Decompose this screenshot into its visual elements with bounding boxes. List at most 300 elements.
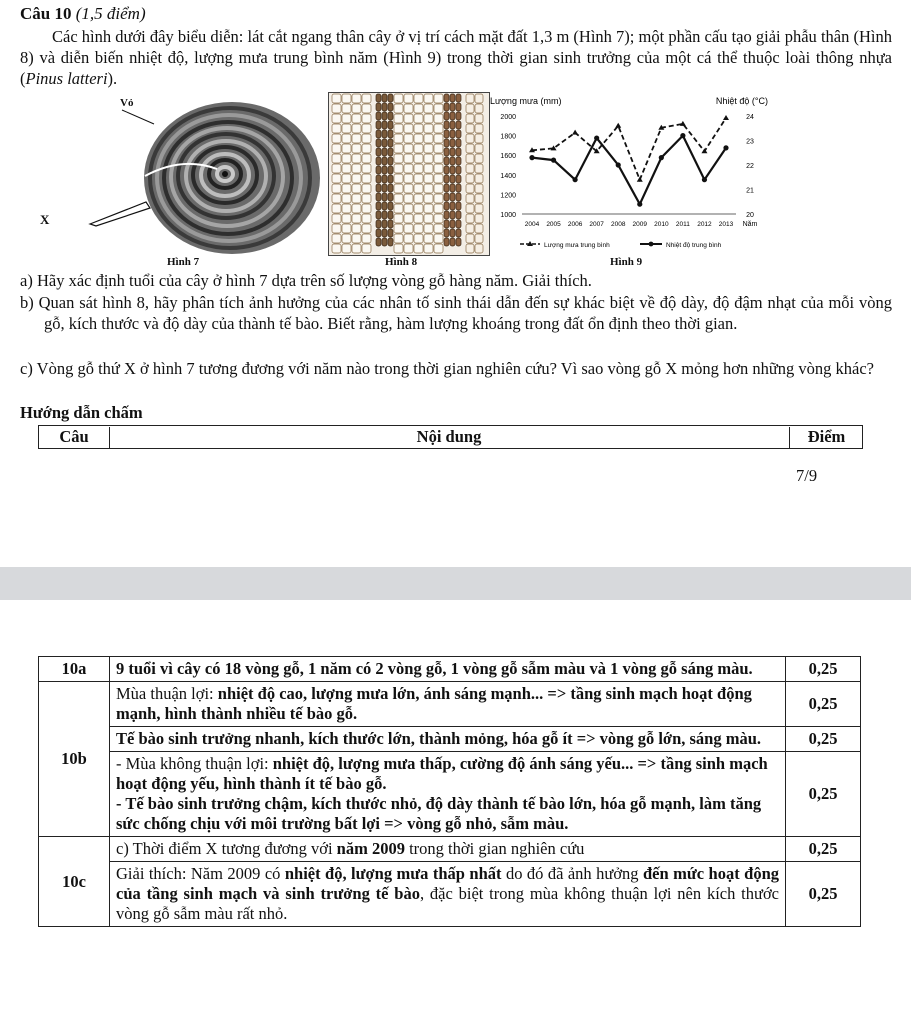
data-point-rainfall xyxy=(572,130,578,135)
answer-10a-text: 9 tuổi vì cây có 18 vòng gỗ, 1 năm có 2 vòng gỗ, 1 vòng gỗ sẫm màu và 1 vòng gỗ sáng màu. xyxy=(110,657,786,682)
wood-cell xyxy=(388,112,393,120)
wood-cell xyxy=(394,94,403,103)
y-tick-left: 1000 xyxy=(500,212,516,219)
wood-cell xyxy=(404,154,413,163)
wood-cell xyxy=(342,124,351,133)
wood-cell xyxy=(388,211,393,219)
wood-cell xyxy=(382,130,387,138)
wood-cell xyxy=(382,148,387,156)
sub-question-c-label: c) xyxy=(20,359,33,378)
wood-cell xyxy=(382,157,387,165)
wood-cell xyxy=(424,114,433,123)
wood-cell xyxy=(352,164,361,173)
wood-cell xyxy=(376,229,381,237)
wood-cell xyxy=(332,194,341,203)
wood-cell xyxy=(352,224,361,233)
wood-cell xyxy=(404,214,413,223)
wood-cell xyxy=(332,94,341,103)
wood-cell xyxy=(376,103,381,111)
x-tick-label: 2011 xyxy=(675,221,690,228)
figure-7-tree-cross-section xyxy=(52,96,322,256)
wood-cell xyxy=(342,154,351,163)
wood-cell xyxy=(466,154,474,163)
wood-cell xyxy=(332,224,341,233)
wood-cell xyxy=(444,229,449,237)
wood-cell xyxy=(404,144,413,153)
data-point-temperature xyxy=(551,158,556,163)
wood-cell xyxy=(434,214,443,223)
row-label-10b: 10b xyxy=(39,682,110,837)
wood-cell xyxy=(388,229,393,237)
wood-cell xyxy=(424,104,433,113)
y-tick-right: 20 xyxy=(746,212,754,219)
wood-cell xyxy=(388,130,393,138)
wood-cell xyxy=(414,134,423,143)
wood-cell xyxy=(342,184,351,193)
wood-cell xyxy=(352,114,361,123)
sub-question-a xyxy=(20,270,892,291)
wood-cell xyxy=(388,148,393,156)
wood-cell xyxy=(332,174,341,183)
wood-cell xyxy=(352,214,361,223)
wood-cell xyxy=(414,114,423,123)
y-axis-left-label: Lượng mưa (mm) xyxy=(490,96,562,106)
x-pointer-arrow xyxy=(86,196,166,228)
figure-8-wood-cells xyxy=(328,92,490,256)
wood-cell xyxy=(362,164,371,173)
answer-10c-2-score: 0,25 xyxy=(786,862,861,927)
wood-cell xyxy=(475,184,483,193)
sub-question-b-label: b) xyxy=(20,293,34,312)
wood-cell xyxy=(362,104,371,113)
wood-cell xyxy=(362,214,371,223)
wood-cell xyxy=(332,164,341,173)
wood-cell xyxy=(352,204,361,213)
wood-cell xyxy=(475,224,483,233)
figure-9-caption: Hình 9 xyxy=(610,256,643,268)
wood-cell xyxy=(394,224,403,233)
bark-label: Vỏ xyxy=(120,97,134,109)
wood-cell xyxy=(444,211,449,219)
wood-cell xyxy=(332,154,341,163)
wood-cell xyxy=(388,184,393,192)
y-tick-right: 21 xyxy=(746,187,754,195)
row-label-10c: 10c xyxy=(39,837,110,927)
wood-cell xyxy=(456,112,461,120)
wood-cell xyxy=(414,94,423,103)
wood-cell xyxy=(414,164,423,173)
wood-cell xyxy=(376,184,381,192)
legend-marker-temperature xyxy=(649,242,654,247)
header-noi-dung: Nội dung xyxy=(416,427,482,446)
wood-cell xyxy=(456,148,461,156)
wood-cell xyxy=(362,154,371,163)
table-row xyxy=(39,682,861,727)
wood-cell xyxy=(450,121,455,129)
wood-cell xyxy=(394,154,403,163)
answer-10b-1-score: 0,25 xyxy=(786,682,861,727)
wood-cell xyxy=(382,211,387,219)
x-tick-label: 2009 xyxy=(632,221,648,228)
wood-cell xyxy=(414,144,423,153)
wood-cell xyxy=(450,139,455,147)
wood-cell xyxy=(342,194,351,203)
wood-cell xyxy=(342,114,351,123)
wood-cell xyxy=(394,124,403,133)
sub-question-a-label: a) xyxy=(20,271,33,290)
wood-cell xyxy=(466,144,474,153)
wood-cell xyxy=(456,238,461,246)
wood-cell xyxy=(450,193,455,201)
wood-cell xyxy=(475,164,483,173)
wood-cell xyxy=(466,244,474,253)
wood-cell xyxy=(332,234,341,243)
wood-cell xyxy=(450,184,455,192)
table-row xyxy=(39,862,861,927)
answer-10b-1-text: Mùa thuận lợi: nhiệt độ cao, lượng mưa lớn, ánh sáng mạnh... => tầng sinh mạch hoạt động mạnh, hình thành nhiều tế bào gỗ. xyxy=(110,682,786,727)
wood-cell xyxy=(404,244,413,253)
table-row xyxy=(39,657,861,682)
x-axis-label: Năm xyxy=(742,221,758,228)
wood-cell xyxy=(434,134,443,143)
wood-cell xyxy=(466,104,474,113)
wood-cell xyxy=(475,114,483,123)
wood-cell xyxy=(456,184,461,192)
wood-cell xyxy=(414,234,423,243)
wood-cell xyxy=(456,175,461,183)
question-title xyxy=(20,4,146,24)
question-number: Câu 10 xyxy=(20,4,72,23)
wood-cell xyxy=(394,234,403,243)
wood-cell xyxy=(382,121,387,129)
wood-cell xyxy=(434,244,443,253)
question-points: (1,5 điểm) xyxy=(75,4,146,23)
data-point-temperature xyxy=(723,145,728,150)
wood-cell xyxy=(414,154,423,163)
wood-cell xyxy=(388,193,393,201)
wood-cell xyxy=(414,184,423,193)
wood-cell xyxy=(404,194,413,203)
data-point-rainfall xyxy=(637,177,643,182)
wood-cell xyxy=(394,144,403,153)
data-point-temperature xyxy=(616,162,621,167)
wood-cell xyxy=(466,224,474,233)
wood-cell xyxy=(475,154,483,163)
wood-cell xyxy=(362,224,371,233)
wood-cell xyxy=(424,244,433,253)
wood-cell xyxy=(382,202,387,210)
wood-cell xyxy=(404,94,413,103)
wood-cell xyxy=(362,114,371,123)
wood-cell xyxy=(414,224,423,233)
wood-cell xyxy=(456,211,461,219)
wood-cell xyxy=(394,104,403,113)
figure-9-chart xyxy=(490,92,770,256)
answer-10a-score: 0,25 xyxy=(786,657,861,682)
wood-cell xyxy=(388,139,393,147)
wood-cell xyxy=(450,220,455,228)
y-tick-left: 2000 xyxy=(500,114,516,121)
data-point-temperature xyxy=(702,177,707,182)
wood-cell xyxy=(394,114,403,123)
wood-cell xyxy=(332,204,341,213)
wood-cell xyxy=(444,193,449,201)
wood-cell xyxy=(404,224,413,233)
wood-cell xyxy=(475,174,483,183)
wood-cell xyxy=(434,124,443,133)
wood-cell xyxy=(450,130,455,138)
wood-cell xyxy=(404,134,413,143)
wood-cell xyxy=(424,234,433,243)
wood-cell xyxy=(466,194,474,203)
wood-cell xyxy=(388,121,393,129)
wood-cell xyxy=(352,194,361,203)
wood-cell xyxy=(450,112,455,120)
wood-cell xyxy=(444,112,449,120)
legend-label-rainfall: Lượng mưa trung bình xyxy=(544,242,610,249)
wood-cell xyxy=(450,157,455,165)
wood-cell xyxy=(388,175,393,183)
wood-cell xyxy=(475,94,483,103)
wood-cell xyxy=(342,174,351,183)
wood-cell xyxy=(475,234,483,243)
wood-cell xyxy=(456,220,461,228)
wood-cell xyxy=(424,134,433,143)
wood-cell xyxy=(434,204,443,213)
wood-cell xyxy=(382,166,387,174)
wood-cell xyxy=(362,144,371,153)
y-tick-left: 1400 xyxy=(500,172,516,180)
wood-cell xyxy=(434,184,443,193)
data-point-temperature xyxy=(573,177,578,182)
wood-cell xyxy=(342,104,351,113)
wood-cell xyxy=(404,174,413,183)
wood-cell xyxy=(342,134,351,143)
wood-cell xyxy=(444,157,449,165)
wood-cell xyxy=(450,202,455,210)
wood-cell xyxy=(424,144,433,153)
wood-cell xyxy=(466,124,474,133)
wood-cell xyxy=(424,124,433,133)
question-intro xyxy=(20,26,892,89)
wood-cell xyxy=(434,164,443,173)
wood-cell xyxy=(424,194,433,203)
wood-cell xyxy=(434,154,443,163)
wood-cell xyxy=(444,238,449,246)
wood-cell xyxy=(424,204,433,213)
wood-cell xyxy=(404,104,413,113)
wood-cell xyxy=(342,164,351,173)
wood-cell xyxy=(475,214,483,223)
table-row xyxy=(39,727,861,752)
wood-cell xyxy=(434,144,443,153)
x-ring-label: X xyxy=(40,212,50,227)
wood-cell xyxy=(352,244,361,253)
wood-cell xyxy=(376,202,381,210)
wood-cell xyxy=(362,94,371,103)
wood-cell xyxy=(444,121,449,129)
y-axis-right-label: Nhiệt độ (°C) xyxy=(715,96,768,106)
wood-cell xyxy=(388,94,393,102)
wood-cell xyxy=(456,130,461,138)
x-tick-label: 2004 xyxy=(524,221,540,228)
answer-10c-2-text: Giải thích: Năm 2009 có nhiệt độ, lượng mưa thấp nhất do đó đã ảnh hưởng đến mức hoạt động của tầng sinh mạch và sinh trưởng tế bào, đặc biệt trong mùa không thuận lợi nên kích thước vòng gỗ sẫm màu rất nhỏ. xyxy=(110,862,786,927)
legend-label-temperature: Nhiệt độ trung bình xyxy=(666,242,722,249)
wood-cell xyxy=(466,204,474,213)
wood-cell xyxy=(466,184,474,193)
wood-cell xyxy=(376,211,381,219)
wood-cell xyxy=(376,220,381,228)
data-point-temperature xyxy=(680,133,685,138)
wood-cell xyxy=(414,174,423,183)
wood-cell xyxy=(466,234,474,243)
intro-end: ). xyxy=(107,69,118,88)
sub-question-c-text: Vòng gỗ thứ X ở hình 7 tương đương với năm nào trong thời gian nghiên cứu? Vì sao vòng gỗ X mỏng hơn những vòng khác? xyxy=(36,359,874,378)
answer-10b-2-text: Tế bào sinh trưởng nhanh, kích thước lớn, thành mỏng, hóa gỗ ít => vòng gỗ lớn, sáng màu. xyxy=(110,727,786,752)
wood-cell xyxy=(475,144,483,153)
table-row xyxy=(39,752,861,837)
wood-cell xyxy=(342,214,351,223)
wood-cell xyxy=(450,148,455,156)
x-tick-label: 2013 xyxy=(718,221,734,228)
wood-cell xyxy=(434,94,443,103)
x-tick-label: 2007 xyxy=(589,221,604,228)
wood-cell xyxy=(376,166,381,174)
wood-cell xyxy=(450,103,455,111)
wood-cell xyxy=(444,220,449,228)
wood-cell xyxy=(414,214,423,223)
wood-cell xyxy=(475,194,483,203)
wood-cell xyxy=(404,234,413,243)
wood-cell xyxy=(362,234,371,243)
header-cau: Câu xyxy=(39,427,110,449)
wood-cell xyxy=(424,214,433,223)
wood-cell xyxy=(450,175,455,183)
answer-10c-1-score: 0,25 xyxy=(786,837,861,862)
wood-cell xyxy=(466,134,474,143)
wood-cell xyxy=(424,174,433,183)
wood-cell xyxy=(332,104,341,113)
wood-cell xyxy=(362,124,371,133)
series-line-rainfall xyxy=(532,118,726,180)
wood-cell xyxy=(466,164,474,173)
wood-cell xyxy=(352,134,361,143)
wood-cell xyxy=(434,174,443,183)
wood-cell xyxy=(362,174,371,183)
wood-cell xyxy=(404,164,413,173)
wood-cell xyxy=(332,214,341,223)
sub-question-a-text: Hãy xác định tuổi của cây ở hình 7 dựa trên số lượng vòng gỗ hàng năm. Giải thích. xyxy=(36,271,592,290)
wood-cell xyxy=(388,220,393,228)
y-tick-right: 23 xyxy=(746,138,754,146)
wood-cell xyxy=(362,134,371,143)
wood-cell xyxy=(376,193,381,201)
wood-cell xyxy=(352,174,361,183)
x-tick-label: 2010 xyxy=(654,221,669,228)
wood-cell xyxy=(456,229,461,237)
wood-cell xyxy=(332,144,341,153)
wood-cell xyxy=(466,94,474,103)
wood-cell xyxy=(424,184,433,193)
wood-cell xyxy=(362,204,371,213)
wood-cell xyxy=(444,94,449,102)
wood-cell xyxy=(434,224,443,233)
wood-cell xyxy=(450,238,455,246)
data-point-temperature xyxy=(659,155,664,160)
wood-cell xyxy=(362,184,371,193)
grading-guide-title: Hướng dẫn chấm xyxy=(20,403,143,422)
wood-cell xyxy=(475,244,483,253)
answer-10b-3-text: - Mùa không thuận lợi: nhiệt độ, lượng mưa thấp, cường độ ánh sáng yếu... => tầng sinh mạch hoạt động yếu, hình thành ít tế bào gỗ. - Tế bào sinh trưởng chậm, kích thước nhỏ, độ dày thành tế bào lớn, hóa gỗ mạnh, làm tăng sức chống chịu với môi trường bất lợi => vòng gỗ nhỏ, sẫm màu. xyxy=(110,752,786,837)
y-tick-left: 1600 xyxy=(500,153,516,161)
wood-cell xyxy=(414,204,423,213)
sub-question-b xyxy=(20,292,892,334)
wood-cell xyxy=(352,94,361,103)
wood-cell xyxy=(394,174,403,183)
wood-cell xyxy=(394,194,403,203)
wood-cell xyxy=(444,175,449,183)
wood-cell xyxy=(456,94,461,102)
wood-cell xyxy=(382,175,387,183)
answer-10b-2-score: 0,25 xyxy=(786,727,861,752)
wood-cell xyxy=(376,139,381,147)
wood-cell xyxy=(404,204,413,213)
wood-cell xyxy=(352,104,361,113)
wood-cell xyxy=(332,124,341,133)
wood-cell xyxy=(424,154,433,163)
wood-cell xyxy=(444,130,449,138)
wood-cell xyxy=(382,193,387,201)
row-label-10a: 10a xyxy=(39,657,110,682)
wood-cell xyxy=(382,112,387,120)
wood-cell xyxy=(352,144,361,153)
wood-cell xyxy=(475,104,483,113)
wood-cell xyxy=(450,211,455,219)
wood-cell xyxy=(456,202,461,210)
wood-cell xyxy=(456,157,461,165)
wood-cell xyxy=(362,194,371,203)
wood-cell xyxy=(434,114,443,123)
wood-cell xyxy=(382,220,387,228)
sub-question-b-text: Quan sát hình 8, hãy phân tích ảnh hưởng của các nhân tố sinh thái dẫn đến sự khác biệt về độ dày, độ đậm nhạt của mỗi vòng gỗ, kích thước và độ dày của thành tế bào. Biết rằng, hàm lượng khoáng trong đất ổn định theo thời gian. xyxy=(38,293,892,333)
wood-cell xyxy=(382,229,387,237)
wood-cell xyxy=(456,166,461,174)
wood-cell xyxy=(394,204,403,213)
wood-cell xyxy=(342,204,351,213)
wood-cell xyxy=(388,166,393,174)
figure-8-caption: Hình 8 xyxy=(385,256,418,268)
data-point-temperature xyxy=(529,155,534,160)
wood-cell xyxy=(434,104,443,113)
wood-cell xyxy=(394,214,403,223)
answer-10b-3-score: 0,25 xyxy=(786,752,861,837)
table-row xyxy=(39,837,861,862)
wood-cell xyxy=(456,139,461,147)
data-point-rainfall xyxy=(615,123,621,128)
wood-cell xyxy=(342,144,351,153)
wood-cell xyxy=(382,238,387,246)
bark-pointer-arrow xyxy=(118,108,158,126)
wood-cell xyxy=(332,244,341,253)
wood-cell xyxy=(434,234,443,243)
y-tick-left: 1200 xyxy=(500,192,516,200)
wood-cell xyxy=(362,244,371,253)
wood-cell xyxy=(342,94,351,103)
wood-cell xyxy=(376,130,381,138)
wood-cell xyxy=(352,184,361,193)
wood-cell xyxy=(444,139,449,147)
wood-cell xyxy=(414,104,423,113)
